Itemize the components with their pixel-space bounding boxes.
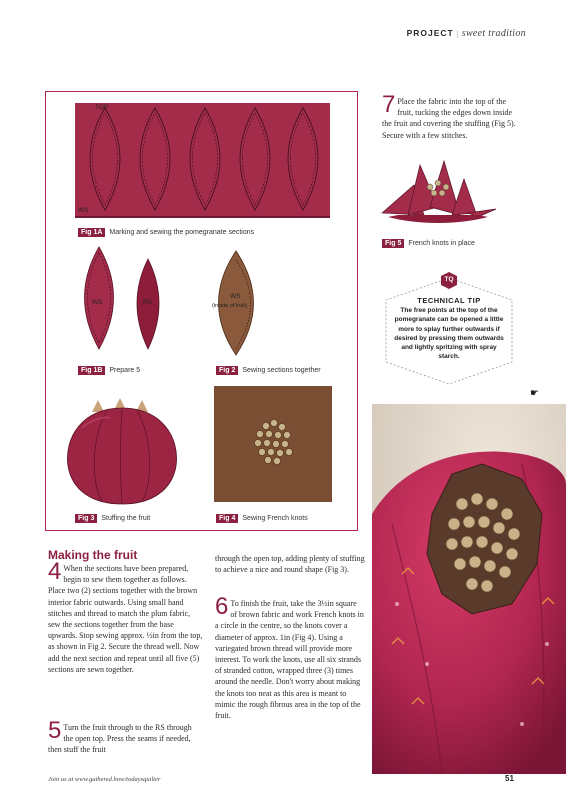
step-5-number: 5	[48, 717, 62, 744]
fig3-fruit	[67, 408, 176, 504]
fig4-illustration	[214, 386, 332, 502]
fig4-tag: Fig 4	[216, 514, 238, 523]
fig1b-rs-label: RS	[143, 299, 153, 306]
page-number: 51	[505, 774, 514, 783]
fig3-caption	[75, 514, 150, 523]
fig3-tag: Fig 3	[75, 514, 97, 523]
header-project: PROJECT	[406, 28, 454, 38]
tip-badge: TQ	[444, 276, 454, 283]
fig1a-caption	[78, 228, 254, 237]
fig1a-top-label: TOP	[95, 104, 109, 111]
fig5-caption-text: French knots in place	[408, 240, 475, 247]
step-5-text: Turn the fruit through to the RS through the open top. Press the seams if needed, then stuff the fruit	[48, 723, 192, 755]
fig2-ws-label: WS	[230, 293, 241, 300]
fig2-caption-text: Sewing sections together	[242, 367, 321, 374]
fig1b-tag: Fig 1B	[78, 366, 105, 375]
fig2-inside-label: (inside of fruit)	[212, 303, 247, 309]
fig4-caption	[216, 514, 308, 523]
tip-text: The free points at the top of the pomegranate can be opened a little more to splay further outwards if desired by pressing them outwards and lightly spritzing with spray starch.	[394, 307, 504, 361]
step-4-text: When the sections have been prepared, begin to sew them together as follows. Place two (2) sections together with the brown interior fabric outwards. Using small hand stitches and thread to match the plum fabric, sew the sections together from the base upwards. Stop sewing approx. ½in from the top, as shown in Fig 2. Secure the thread well. Now add the next section and repeat until all five (5) sections are sewn together.	[48, 564, 203, 674]
page-header	[407, 28, 526, 39]
step-4	[48, 558, 203, 675]
step-4-number: 4	[48, 558, 62, 585]
pomegranate-photo	[372, 404, 566, 774]
section-heading: Making the fruit	[48, 548, 138, 562]
fig2-caption	[216, 366, 321, 375]
fig1a-tag: Fig 1A	[78, 228, 105, 237]
step-5	[48, 717, 203, 756]
step-6-number: 6	[215, 593, 229, 620]
fig5-illustration	[378, 155, 498, 223]
next-arrow-icon: ☛	[530, 388, 539, 399]
fig5-tag: Fig 5	[382, 239, 404, 248]
step-6	[215, 593, 365, 721]
fig1b-caption	[78, 366, 140, 375]
fig1a-illustration	[75, 100, 330, 218]
column-2-continued-text: through the open top, adding plenty of stuffing to achieve a nice and round shape (Fig 3).	[215, 554, 365, 575]
column-2-continued	[215, 553, 365, 575]
fig5-petals	[382, 161, 496, 217]
step-7-number: 7	[382, 91, 396, 118]
technical-tip-box	[380, 270, 518, 388]
fig2-illustration	[205, 248, 267, 358]
fig1b-caption-text: Prepare 5	[109, 367, 141, 374]
fig3-caption-text: Stuffing the fruit	[101, 515, 151, 522]
watermark: PassionForum.ru	[466, 787, 555, 799]
fig1a-caption-text: Marking and sewing the pomegranate sections	[109, 229, 255, 236]
step-7-text: Place the fabric into the top of the fruit, tucking the edges down inside the fruit and covering the stuffing (Fig 5). Secure with a few stitches.	[382, 97, 516, 140]
fig1b-ws-label: WS	[92, 299, 103, 306]
header-subtitle: sweet tradition	[461, 28, 526, 39]
step-7	[382, 91, 520, 141]
fig5-caption	[382, 239, 475, 248]
fig1b-ws-section	[85, 247, 114, 349]
fig1b-illustration	[72, 245, 172, 353]
step-6-text: To finish the fruit, take the 3½in square of brown fabric and work French knots in a circle in the centre, so the knots cover a diameter of approx. 1in (Fig 4). Using a variegated brown thread will provide more interest. To work the knots, use all six strands of stranded cotton, wrapped three (3) times around the needle. Don't worry about making the knots too neat as this area is meant to mimic the rough fibrous area in the top of the fruit.	[215, 599, 364, 721]
fig3-illustration	[62, 398, 182, 506]
tip-title: TECHNICAL TIP	[417, 296, 481, 305]
fig4-caption-text: Sewing French knots	[242, 515, 308, 522]
fig1a-fabric	[75, 103, 330, 216]
footer-join: Join us at www.gathered.how/todaysquilter	[48, 776, 161, 783]
fig1a-ws-label: WS	[78, 207, 89, 214]
fig2-tag: Fig 2	[216, 366, 238, 375]
header-separator: |	[456, 28, 459, 38]
